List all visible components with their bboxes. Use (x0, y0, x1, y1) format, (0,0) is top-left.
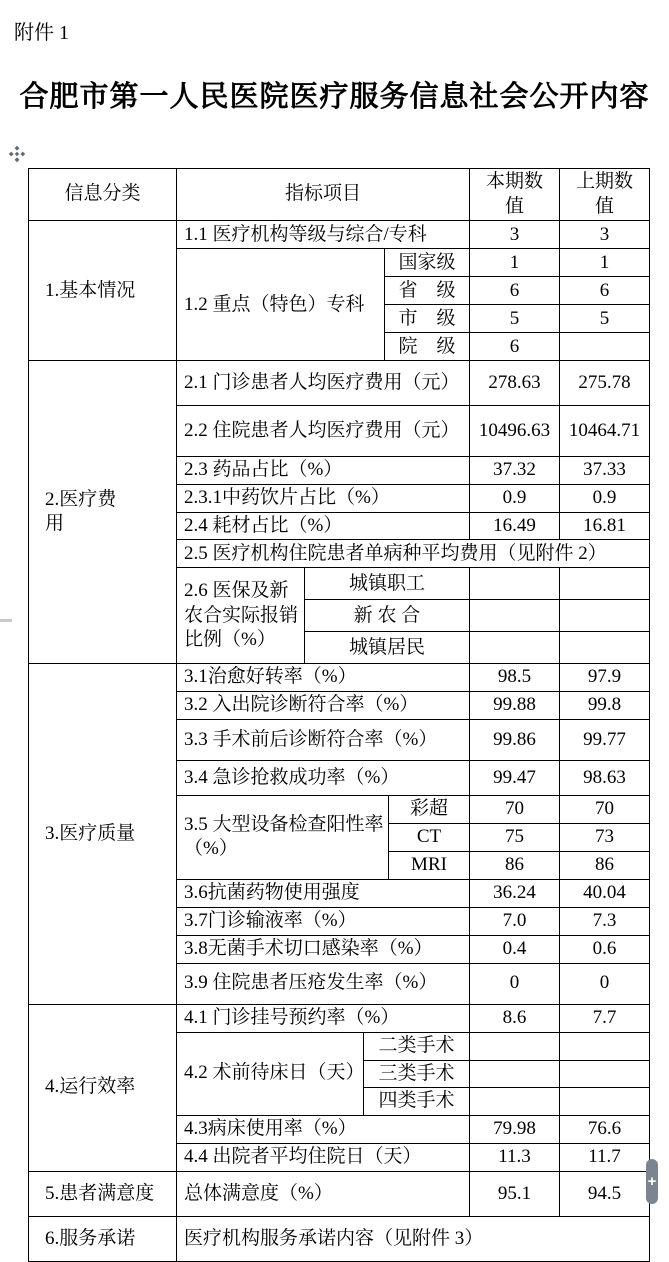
table-row (384, 276, 649, 304)
previous-value: 97.9 (559, 664, 649, 691)
sub-indicator-label: 彩超 (388, 796, 469, 823)
previous-value: 1 (559, 249, 649, 276)
current-value: 11.3 (469, 1144, 559, 1171)
current-value: 10496.63 (469, 406, 559, 456)
attachment-label: 附件 1 (14, 22, 69, 44)
previous-value (559, 1033, 649, 1060)
current-value: 0.4 (469, 936, 559, 963)
current-value: 86 (469, 852, 559, 879)
header-current-value: 本期数值 (469, 169, 559, 220)
table-row (177, 539, 649, 567)
previous-value: 86 (559, 852, 649, 879)
table-row (304, 568, 649, 599)
current-value: 99.88 (469, 692, 559, 719)
plus-icon: + (647, 1173, 657, 1190)
current-value (469, 600, 559, 631)
current-value: 8.6 (469, 1005, 559, 1032)
table-row (388, 851, 649, 879)
previous-value: 73 (559, 824, 649, 851)
table-header-row (29, 169, 649, 220)
current-value: 6 (469, 333, 559, 360)
current-value: 16.49 (469, 513, 559, 540)
current-value: 95.1 (469, 1172, 559, 1216)
current-value: 0 (469, 964, 559, 1004)
indicator-label: 2.3.1中药饮片占比（%） (184, 487, 390, 509)
section-medical-cost (29, 360, 649, 663)
disclosure-table (28, 168, 650, 1262)
header-previous-value: 上期数值 (559, 169, 649, 220)
previous-value (559, 568, 649, 599)
previous-value: 0.6 (559, 936, 649, 963)
current-value: 79.98 (469, 1116, 559, 1143)
indicator-label: 4.4 出院者平均住院日（天） (184, 1146, 422, 1168)
table-row (177, 691, 649, 719)
current-value: 36.24 (469, 880, 559, 907)
previous-value: 0 (559, 964, 649, 1004)
previous-value: 98.63 (559, 761, 649, 795)
section-operational-efficiency (29, 1004, 649, 1171)
indicator-label: 3.7门诊输液率（%） (184, 909, 357, 931)
table-row (177, 512, 649, 540)
indicator-group-reimbursement (177, 567, 649, 663)
previous-value (559, 632, 649, 663)
previous-value (559, 333, 649, 360)
table-row (177, 1172, 649, 1216)
current-value: 7.0 (469, 908, 559, 935)
previous-value: 11.7 (559, 1144, 649, 1171)
table-row (384, 332, 649, 360)
table-row (177, 221, 649, 248)
previous-value: 16.81 (559, 513, 649, 540)
previous-value: 94.5 (559, 1172, 649, 1216)
indicator-group-equipment-positive-rate (177, 795, 649, 879)
table-row (177, 664, 649, 691)
sub-indicator-label: 城镇职工 (304, 568, 469, 599)
current-value: 99.86 (469, 720, 559, 760)
current-value (469, 1088, 559, 1115)
previous-value: 3 (559, 221, 649, 248)
category-cell: 3.医疗质量 (29, 664, 177, 1003)
previous-value: 99.8 (559, 692, 649, 719)
previous-value: 275.78 (559, 361, 649, 405)
indicator-group-preop-waiting-days (177, 1032, 649, 1115)
current-value: 1 (469, 249, 559, 276)
table-row (363, 1033, 649, 1060)
indicator-label: 医疗机构服务承诺内容（见附件 3） (184, 1227, 484, 1249)
table-move-handle-icon[interactable] (8, 145, 26, 163)
current-value (469, 1061, 559, 1088)
page-title: 合肥市第一人民医院医疗服务信息社会公开内容 (19, 81, 650, 113)
table-row (177, 1217, 649, 1261)
current-value: 6 (469, 277, 559, 304)
indicator-label: 3.1治愈好转率（%） (184, 666, 357, 688)
indicator-label: 总体满意度（%） (184, 1182, 333, 1204)
indicator-label: 4.1 门诊挂号预约率（%） (184, 1006, 400, 1028)
sub-indicator-label: 城镇居民 (304, 632, 469, 663)
current-value: 0.9 (469, 485, 559, 512)
sub-indicator-label: 新 农 合 (304, 600, 469, 631)
current-value: 37.32 (469, 457, 559, 484)
table-row (177, 719, 649, 760)
previous-value: 7.3 (559, 908, 649, 935)
current-value: 3 (469, 221, 559, 248)
sub-indicator-label: 国家级 (384, 249, 469, 276)
indicator-label: 3.8无菌手术切口感染率（%） (184, 937, 433, 959)
table-row (363, 1087, 649, 1115)
category-cell: 6.服务承诺 (29, 1217, 177, 1261)
table-row (304, 631, 649, 663)
add-column-button[interactable] (646, 1159, 658, 1204)
section-patient-satisfaction (29, 1171, 649, 1216)
indicator-label: 2.1 门诊患者人均医疗费用（元） (184, 372, 460, 394)
previous-value (559, 1061, 649, 1088)
indicator-label: 2.3 药品占比（%） (184, 459, 343, 481)
table-row (384, 304, 649, 332)
sub-indicator-label: CT (388, 824, 469, 851)
category-cell: 1.基本情况 (29, 221, 177, 360)
indicator-group-key-specialty (177, 248, 649, 360)
table-row (177, 1115, 649, 1143)
indicator-label: 1.1 医疗机构等级与综合/专科 (184, 223, 427, 245)
previous-value: 10464.71 (559, 406, 649, 456)
sub-indicator-label: MRI (388, 852, 469, 879)
current-value: 98.5 (469, 664, 559, 691)
previous-value: 7.7 (559, 1005, 649, 1032)
indicator-label: 3.9 住院患者压疮发生率（%） (184, 972, 438, 994)
sub-indicator-label: 四类手术 (363, 1088, 469, 1115)
indicator-label: 4.3病床使用率（%） (184, 1118, 357, 1140)
table-row (177, 484, 649, 512)
table-row (177, 963, 649, 1004)
category-cell: 4.运行效率 (29, 1005, 177, 1171)
section-basic-info (29, 220, 649, 360)
previous-value: 0.9 (559, 485, 649, 512)
category-cell: 2.医疗费用 (29, 361, 177, 663)
indicator-label: 3.6抗菌药物使用强度 (184, 881, 360, 903)
current-value: 278.63 (469, 361, 559, 405)
category-cell: 5.患者满意度 (29, 1172, 177, 1216)
current-value (469, 632, 559, 663)
table-row (388, 796, 649, 823)
table-row (177, 1005, 649, 1032)
table-row (177, 456, 649, 484)
table-row (388, 823, 649, 851)
current-value (469, 568, 559, 599)
sub-indicator-label: 三类手术 (363, 1061, 469, 1088)
table-row (177, 760, 649, 795)
sub-indicator-label: 市 级 (384, 305, 469, 332)
table-row (177, 907, 649, 935)
section-medical-quality (29, 663, 649, 1003)
indicator-label: 2.2 住院患者人均医疗费用（元） (184, 420, 460, 442)
table-row (177, 361, 649, 405)
previous-value: 5 (559, 305, 649, 332)
header-indicator: 指标项目 (284, 183, 361, 205)
table-row (363, 1060, 649, 1088)
sub-indicator-label: 院 级 (384, 333, 469, 360)
previous-value: 99.77 (559, 720, 649, 760)
previous-value (559, 1088, 649, 1115)
indicator-label: 3.4 急诊抢救成功率（%） (184, 766, 400, 788)
table-row (177, 1143, 649, 1171)
previous-value (559, 600, 649, 631)
previous-value: 40.04 (559, 880, 649, 907)
sub-indicator-label: 省 级 (384, 277, 469, 304)
previous-value: 6 (559, 277, 649, 304)
table-row (177, 879, 649, 907)
indicator-label: 3.2 入出院诊断符合率（%） (184, 694, 419, 716)
left-edge-artifact (0, 619, 12, 622)
indicator-label: 3.3 手术前后诊断符合率（%） (184, 728, 438, 750)
table-row (177, 935, 649, 963)
current-value (469, 1033, 559, 1060)
indicator-label: 2.4 耗材占比（%） (184, 514, 343, 536)
indicator-label: 2.5 医疗机构住院患者单病种平均费用（见附件 2） (184, 542, 607, 564)
section-service-commitment (29, 1216, 649, 1261)
sub-indicator-label: 二类手术 (363, 1033, 469, 1060)
table-row (384, 249, 649, 276)
current-value: 70 (469, 796, 559, 823)
table-row (304, 599, 649, 631)
previous-value: 37.33 (559, 457, 649, 484)
indicator-label: 1.2 重点（特色）专科 (184, 293, 365, 315)
header-category: 信息分类 (29, 169, 177, 220)
previous-value: 76.6 (559, 1116, 649, 1143)
current-value: 99.47 (469, 761, 559, 795)
previous-value: 70 (559, 796, 649, 823)
indicator-label: 3.5 大型设备检查阳性率（%） (184, 813, 384, 860)
table-row (177, 405, 649, 456)
indicator-label: 2.6 医保及新农合实际报销比例（%） (184, 579, 299, 651)
current-value: 75 (469, 824, 559, 851)
indicator-label: 4.2 术前待床日（天） (184, 1062, 365, 1084)
current-value: 5 (469, 305, 559, 332)
